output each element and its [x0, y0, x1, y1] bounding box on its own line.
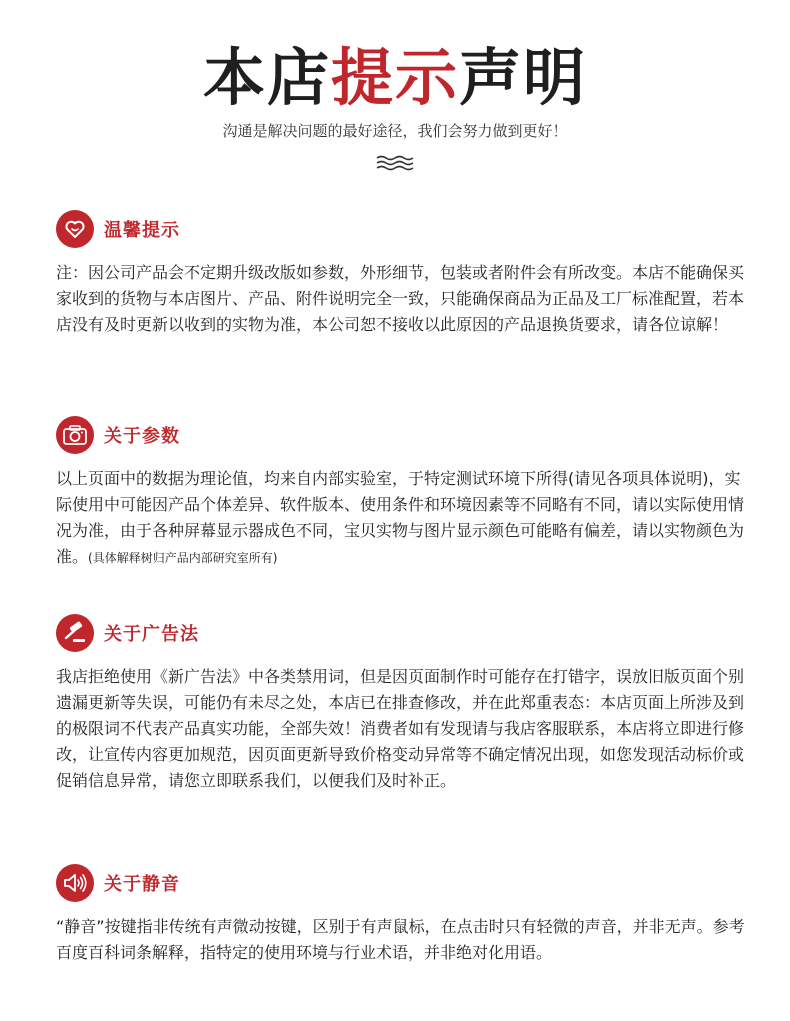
camera-icon — [56, 416, 94, 454]
page-subtitle: 沟通是解决问题的最好途径，我们会努力做到更好！ — [222, 122, 568, 140]
title-part-2: 提示 — [330, 41, 459, 114]
gavel-icon — [56, 614, 94, 652]
wave-divider-icon — [375, 154, 415, 172]
section-params-text: 以上页面中的数据为理论值，均来自内部实验室，于特定测试环境下所得(请见各项具体说明)，实际使用中可能因产品个体差异、软件版本、使用条件和环境因素等不同略有不同，请以实际使用情况为准，由于各种屏幕显示器成色不同，宝贝实物与图片显示颜色可能略有偏差，请以实物颜色为准。 — [56, 469, 745, 566]
page-title — [0, 40, 790, 116]
section-params-header — [56, 416, 180, 454]
section-params-heading: 关于参数 — [104, 426, 180, 447]
speaker-icon — [56, 864, 94, 902]
section-params-note: (具体解释树归产品内部研究室所有) — [88, 551, 278, 565]
section-mute-heading: 关于静音 — [104, 874, 180, 895]
section-ad-law-header — [56, 614, 199, 652]
title-part-3: 声明 — [459, 41, 588, 114]
section-tips-body: 注：因公司产品会不定期升级改版如参数，外形细节，包装或者附件会有所改变。本店不能确保买家收到的货物与本店图片、产品、附件说明完全一致，只能确保商品为正品及工厂标准配置，若本店没有及时更新以收到的实物为准，本公司恕不接收以此原因的产品退换货要求，请各位谅解！ — [56, 263, 745, 334]
title-part-1: 本店 — [202, 41, 331, 114]
section-params-body — [56, 466, 746, 571]
section-tips-heading: 温馨提示 — [104, 220, 180, 241]
section-ad-law-body: 我店拒绝使用《新广告法》中各类禁用词，但是因页面制作时可能存在打错字，误放旧版页面个别遗漏更新等失误，可能仍有未尽之处，本店已在排查修改，并在此郑重表态：本店页面上所涉及到的极限词不代表产品真实功能，全部失效！消费者如有发现请与我店客服联系，本店将立即进行修改，让宣传内容更加规范，因页面更新导致价格变动异常等不确定情况出现，如您发现活动标价或促销信息异常，请您立即联系我们，以便我们及时补正。 — [56, 667, 745, 790]
section-tips-header — [56, 210, 180, 248]
section-mute-header — [56, 864, 180, 902]
section-ad-law-heading: 关于广告法 — [104, 624, 199, 645]
heart-icon — [56, 210, 94, 248]
section-mute-body: “静音”按键指非传统有声微动按键，区别于有声鼠标，在点击时只有轻微的声音，并非无声。参考百度百科词条解释，指特定的使用环境与行业术语，并非绝对化用语。 — [56, 917, 745, 962]
